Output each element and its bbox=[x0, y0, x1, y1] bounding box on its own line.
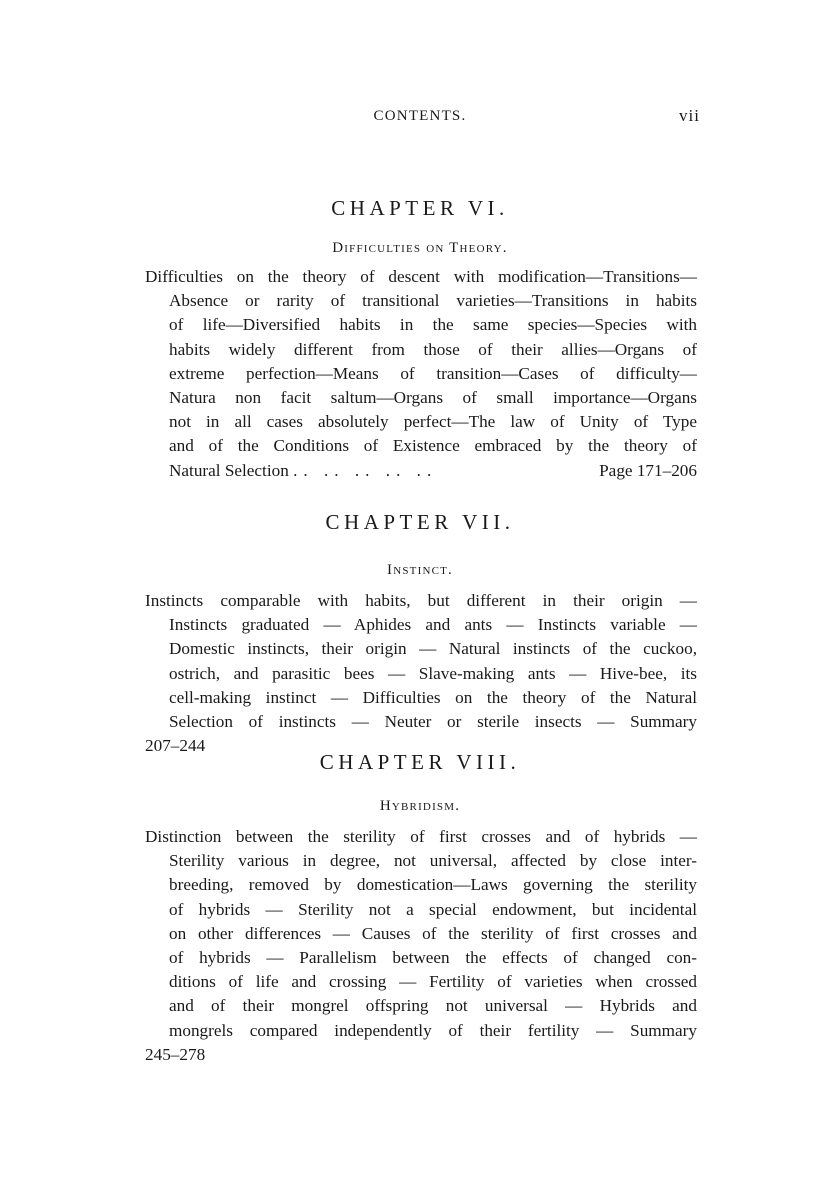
chapter-summary bbox=[145, 589, 697, 758]
summary-line: Selection of instincts — Neuter or sterile insects — Summary bbox=[169, 712, 697, 732]
summary-line: and of the Conditions of Existence embraced by the theory of bbox=[169, 436, 697, 456]
summary-line: and of their mongrel offspring not universal — Hybrids and bbox=[169, 996, 697, 1016]
chapter-heading: CHAPTER VII. bbox=[325, 510, 515, 534]
summary-line: on other differences — Causes of the sterility of first crosses and bbox=[169, 923, 697, 943]
chapter-subheading: Instinct. bbox=[387, 562, 453, 578]
running-head-title: CONTENTS. bbox=[373, 108, 467, 124]
summary-line: Sterility various in degree, not universal, affected by close inter- bbox=[169, 851, 697, 871]
summary-line: Distinction between the sterility of first crosses and of hybrids — bbox=[145, 827, 697, 846]
page-reference: 207–244 bbox=[145, 736, 206, 756]
page-number: vii bbox=[679, 106, 700, 125]
summary-line: Instincts comparable with habits, but different in their origin — bbox=[145, 591, 697, 610]
page-reference: Page 171–206 bbox=[599, 460, 697, 480]
summary-line: habits widely different from those of their allies—Organs of bbox=[169, 339, 697, 359]
summary-line: not in all cases absolutely perfect—The law of Unity of Type bbox=[169, 412, 697, 432]
summary-line: Instincts graduated — Aphides and ants — Instincts variable — bbox=[169, 615, 697, 635]
summary-line: of hybrids — Sterility not a special endowment, but incidental bbox=[169, 899, 697, 919]
summary-line: ditions of life and crossing — Fertility of varieties when crossed bbox=[169, 972, 697, 992]
summary-line: Natural Selection bbox=[169, 460, 289, 480]
chapter-heading: CHAPTER VIII. bbox=[319, 750, 521, 774]
chapter-subheading: Hybridism. bbox=[379, 798, 461, 814]
summary-line: Domestic instincts, their origin — Natural instincts of the cuckoo, bbox=[169, 639, 697, 659]
chapter-summary bbox=[145, 825, 697, 1067]
summary-line: of life—Diversified habits in the same species—Species with bbox=[169, 315, 697, 335]
summary-line: extreme perfection—Means of transition—Cases of difficulty— bbox=[169, 363, 697, 383]
summary-line: breeding, removed by domestication—Laws governing the sterility bbox=[169, 875, 697, 895]
page-reference: 245–278 bbox=[145, 1044, 206, 1064]
dot-leaders: .. .. .. .. .. bbox=[293, 460, 438, 480]
running-head bbox=[0, 106, 840, 128]
summary-line: of hybrids — Parallelism between the effects of changed con- bbox=[169, 948, 697, 968]
summary-line: ostrich, and parasitic bees — Slave-making ants — Hive-bee, its bbox=[169, 663, 697, 683]
summary-line: Natura non facit saltum—Organs of small importance—Organs bbox=[169, 388, 697, 408]
summary-line: Difficulties on the theory of descent with modification—Transitions— bbox=[145, 267, 697, 286]
summary-line: cell-making instinct — Difficulties on the theory of the Natural bbox=[169, 687, 697, 707]
chapter-heading: CHAPTER VI. bbox=[331, 196, 509, 220]
chapter-subheading: Difficulties on Theory. bbox=[332, 240, 508, 256]
summary-line: mongrels compared independently of their fertility — Summary bbox=[169, 1020, 697, 1040]
summary-line: Absence or rarity of transitional varieties—Transitions in habits bbox=[169, 291, 697, 311]
summary-last-line bbox=[145, 459, 697, 483]
chapter-summary bbox=[145, 265, 697, 483]
